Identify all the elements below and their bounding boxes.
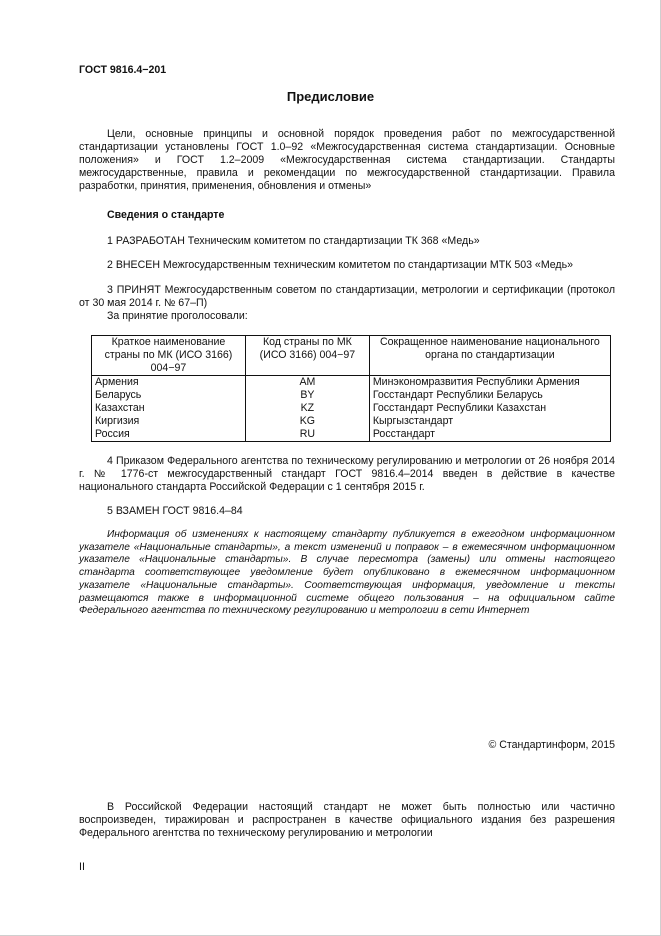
country-cell: Россия bbox=[92, 428, 246, 442]
code-cell: KG bbox=[245, 415, 369, 428]
table-header-row bbox=[92, 336, 611, 376]
document-code: ГОСТ 9816.4−201 bbox=[79, 64, 167, 76]
body-cell: Госстандарт Республики Беларусь bbox=[369, 389, 610, 402]
body-cell: Госстандарт Республики Казахстан bbox=[369, 402, 610, 415]
table-row bbox=[92, 415, 611, 428]
table-row bbox=[92, 376, 611, 390]
item-4-enacted: 4 Приказом Федерального агентства по техническому регулированию и метрологии от 26 ноября 2014 г. № 1776-ст межгосударственный стандарт ГОСТ 9816.4–2014 введен в действие в качестве национального стандарта Российской Федерации с 1 сентября 2015 г. bbox=[79, 455, 615, 493]
info-heading: Сведения о стандарте bbox=[107, 209, 225, 221]
code-cell: KZ bbox=[245, 402, 369, 415]
intro-paragraph: Цели, основные принципы и основной порядок проведения работ по межгосударственной стандартизации установлены ГОСТ 1.0–92 «Межгосударственная система стандартизации. Основные положения» и ГОСТ 1.2–2009 «Межгосударственная система стандартизации. Стандарты межгосударственные, правила и рекомендации по межгосударственной стандартизации. Правила разработки, принятия, применения, обновления и отмены» bbox=[79, 128, 615, 192]
code-cell: RU bbox=[245, 428, 369, 442]
country-cell: Беларусь bbox=[92, 389, 246, 402]
country-cell: Армения bbox=[92, 376, 246, 390]
page-number: II bbox=[79, 861, 85, 873]
code-cell: AM bbox=[245, 376, 369, 390]
voted-label: За принятие проголосовали: bbox=[107, 310, 248, 322]
voting-table bbox=[91, 335, 611, 442]
item-2-submitted: 2 ВНЕСЕН Межгосударственным техническим комитетом по стандартизации МТК 503 «Медь» bbox=[107, 259, 574, 271]
table-row bbox=[92, 389, 611, 402]
body-cell: Кыргызстандарт bbox=[369, 415, 610, 428]
copyright: © Стандартинформ, 2015 bbox=[488, 739, 615, 751]
column-header-code: Код страны по МК (ИСО 3166) 004−97 bbox=[245, 336, 369, 376]
country-cell: Киргизия bbox=[92, 415, 246, 428]
changes-notice: Информация об изменениях к настоящему стандарту публикуется в ежегодном информационном указателе «Национальные стандарты», а текст изменений и поправок – в ежемесячном информационном указателе «Национальные стандарты». В случае пересмотра (замены) или отмены настоящего стандарта соответствующее уведомление будет опубликовано в ежемесячном информационном указателе «Национальные стандарты». Соответствующая информация, уведомление и тексты размещаются также в информационной системе общего пользования – на официальном сайте Федерального агентства по техническому регулированию и метрологии в сети Интернет bbox=[79, 529, 615, 617]
country-cell: Казахстан bbox=[92, 402, 246, 415]
column-header-country: Краткое наименование страны по МК (ИСО 3166) 004−97 bbox=[92, 336, 246, 376]
code-cell: BY bbox=[245, 389, 369, 402]
table-row bbox=[92, 402, 611, 415]
body-cell: Росстандарт bbox=[369, 428, 610, 442]
page-title: Предисловие bbox=[286, 89, 375, 104]
item-5-replaces: 5 ВЗАМЕН ГОСТ 9816.4–84 bbox=[107, 505, 243, 517]
body-cell: Минэкономразвития Республики Армения bbox=[369, 376, 610, 390]
reproduction-notice: В Российской Федерации настоящий стандарт не может быть полностью или частично воспроизведен, тиражирован и распространен в качестве официального издания без разрешения Федерального агентства по техническому регулированию и метрологии bbox=[79, 801, 615, 839]
item-1-developed: 1 РАЗРАБОТАН Техническим комитетом по стандартизации ТК 368 «Медь» bbox=[107, 235, 480, 247]
column-header-body: Сокращенное наименование национального органа по стандартизации bbox=[369, 336, 610, 376]
item-3-adopted: 3 ПРИНЯТ Межгосударственным советом по стандартизации, метрологии и сертификации (протокол от 30 мая 2014 г. № 67–П) bbox=[79, 284, 615, 309]
table-row bbox=[92, 428, 611, 442]
